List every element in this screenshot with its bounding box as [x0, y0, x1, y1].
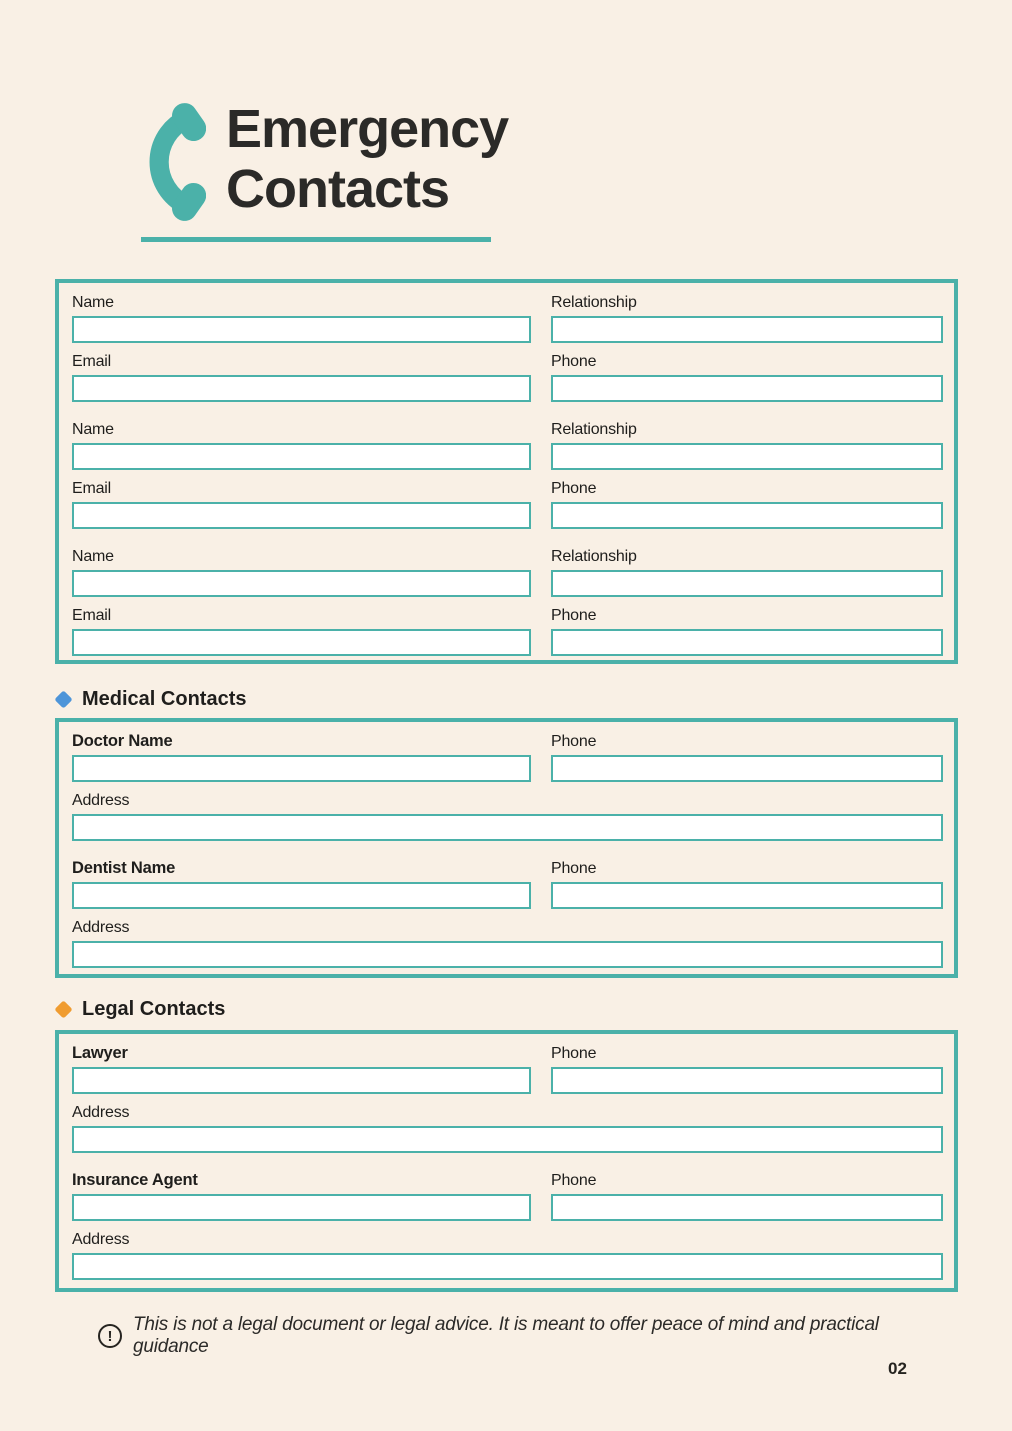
doctor-address-field [72, 791, 943, 841]
phone-field [551, 606, 943, 656]
relationship-label: Relationship [551, 548, 637, 565]
email-field [72, 479, 531, 529]
lawyer-name-input[interactable] [72, 1067, 531, 1094]
insurance-agent-label: Insurance Agent [72, 1171, 198, 1189]
name-input[interactable] [72, 443, 531, 470]
phone-icon [128, 102, 206, 222]
dentist-address-label: Address [72, 919, 130, 936]
doctor-phone-field [551, 732, 943, 782]
disclaimer-text: This is not a legal document or legal advice. It is meant to offer peace of mind and practical guidance [133, 1314, 879, 1357]
dentist-phone-input[interactable] [551, 882, 943, 909]
insurance-agent-address-field [72, 1230, 943, 1280]
phone-label: Phone [551, 353, 597, 370]
lawyer-address-field [72, 1103, 943, 1153]
lawyer-phone-input[interactable] [551, 1067, 943, 1094]
contact-block [72, 293, 943, 402]
field-row [72, 547, 943, 597]
dentist-section [72, 859, 943, 968]
doctor-phone-label: Phone [551, 733, 597, 750]
relationship-field [551, 547, 943, 597]
lawyer-phone-label: Phone [551, 1045, 597, 1062]
name-field [72, 547, 531, 597]
dentist-phone-field [551, 859, 943, 909]
doctor-address-label: Address [72, 792, 130, 809]
medical-diamond-icon [54, 690, 72, 708]
relationship-field [551, 293, 943, 343]
legal-contacts-box [55, 1030, 958, 1292]
doctor-name-label: Doctor Name [72, 732, 173, 750]
name-label: Name [72, 421, 114, 438]
disclaimer [98, 1314, 958, 1358]
name-input[interactable] [72, 570, 531, 597]
title-underline [141, 237, 491, 242]
doctor-phone-input[interactable] [551, 755, 943, 782]
page-number: 02 [888, 1359, 907, 1378]
legal-section-heading [57, 998, 225, 1021]
lawyer-address-input[interactable] [72, 1126, 943, 1153]
contact-block [72, 547, 943, 656]
lawyer-name-field [72, 1044, 531, 1094]
insurance-agent-address-label: Address [72, 1231, 130, 1248]
field-row [72, 1044, 943, 1094]
email-label: Email [72, 353, 112, 370]
page-title-line-2: Contacts [226, 159, 450, 219]
email-field [72, 606, 531, 656]
insurance-agent-section [72, 1171, 943, 1280]
name-label: Name [72, 294, 114, 311]
email-input[interactable] [72, 502, 531, 529]
lawyer-address-label: Address [72, 1104, 130, 1121]
doctor-section [72, 732, 943, 841]
email-field [72, 352, 531, 402]
phone-label: Phone [551, 607, 597, 624]
name-label: Name [72, 548, 114, 565]
medical-section-title: Medical Contacts [82, 688, 247, 710]
field-row [72, 1171, 943, 1221]
field-row [72, 479, 943, 529]
insurance-agent-phone-input[interactable] [551, 1194, 943, 1221]
relationship-label: Relationship [551, 294, 637, 311]
phone-input[interactable] [551, 629, 943, 656]
dentist-name-field [72, 859, 531, 909]
field-row [72, 606, 943, 656]
phone-field [551, 352, 943, 402]
legal-section-title: Legal Contacts [82, 998, 226, 1020]
field-row [72, 293, 943, 343]
doctor-name-field [72, 732, 531, 782]
field-row [72, 732, 943, 782]
insurance-agent-name-field [72, 1171, 531, 1221]
insurance-agent-phone-label: Phone [551, 1172, 597, 1189]
doctor-name-input[interactable] [72, 755, 531, 782]
relationship-input[interactable] [551, 316, 943, 343]
dentist-address-field [72, 918, 943, 968]
field-row [72, 859, 943, 909]
relationship-input[interactable] [551, 443, 943, 470]
relationship-label: Relationship [551, 421, 637, 438]
contact-block [72, 420, 943, 529]
phone-input[interactable] [551, 502, 943, 529]
field-row [72, 1103, 943, 1153]
name-input[interactable] [72, 316, 531, 343]
insurance-agent-phone-field [551, 1171, 943, 1221]
page-title-line-1: Emergency [226, 99, 509, 159]
doctor-address-input[interactable] [72, 814, 943, 841]
name-field [72, 293, 531, 343]
relationship-field [551, 420, 943, 470]
medical-contacts-box [55, 718, 958, 978]
dentist-name-input[interactable] [72, 882, 531, 909]
alert-icon: ! [98, 1324, 122, 1348]
email-input[interactable] [72, 375, 531, 402]
medical-section-heading [57, 688, 246, 711]
field-row [72, 352, 943, 402]
email-input[interactable] [72, 629, 531, 656]
name-field [72, 420, 531, 470]
insurance-agent-address-input[interactable] [72, 1253, 943, 1280]
dentist-name-label: Dentist Name [72, 859, 176, 877]
page-title [226, 99, 508, 219]
insurance-agent-name-input[interactable] [72, 1194, 531, 1221]
email-label: Email [72, 480, 112, 497]
phone-field [551, 479, 943, 529]
field-row [72, 420, 943, 470]
field-row [72, 918, 943, 968]
phone-label: Phone [551, 480, 597, 497]
relationship-input[interactable] [551, 570, 943, 597]
email-label: Email [72, 607, 112, 624]
dentist-phone-label: Phone [551, 860, 597, 877]
lawyer-phone-field [551, 1044, 943, 1094]
field-row [72, 1230, 943, 1280]
lawyer-label: Lawyer [72, 1044, 128, 1062]
emergency-contacts-box [55, 279, 958, 664]
legal-diamond-icon [54, 1000, 72, 1018]
phone-input[interactable] [551, 375, 943, 402]
dentist-address-input[interactable] [72, 941, 943, 968]
field-row [72, 791, 943, 841]
lawyer-section [72, 1044, 943, 1153]
